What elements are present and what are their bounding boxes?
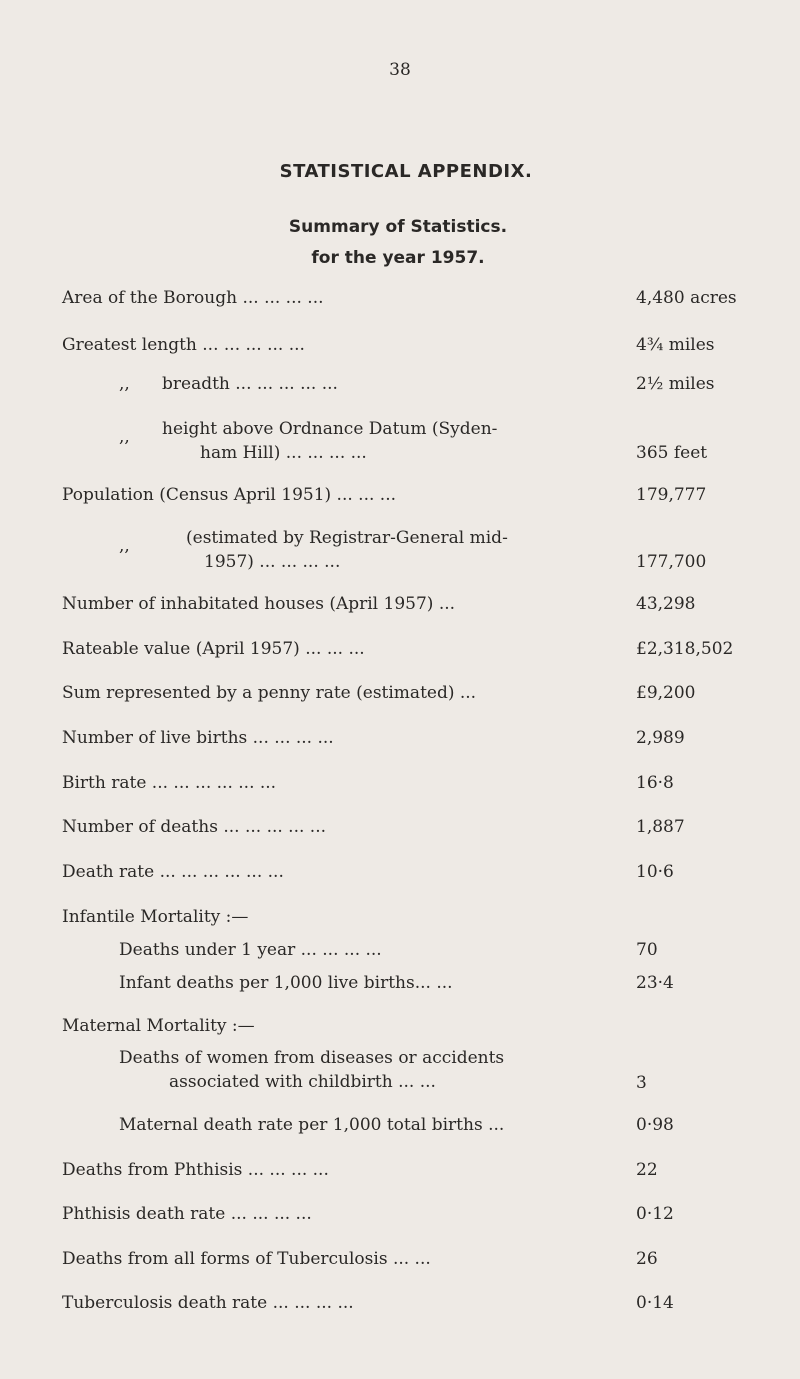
stat-value: 43,298	[636, 594, 696, 614]
stat-value: 365 feet	[636, 443, 708, 463]
stat-label: breadth ... ... ... ... ...	[162, 374, 338, 394]
stat-value: 4,480 acres	[636, 288, 737, 308]
stat-value: 16·8	[636, 773, 674, 793]
stat-value: 179,777	[636, 485, 707, 505]
stat-label: Deaths from Phthisis ... ... ... ...	[62, 1160, 329, 1180]
stat-value: 70	[636, 940, 658, 960]
stat-label: Area of the Borough ... ... ... ...	[62, 288, 324, 308]
stat-value: 0·12	[636, 1204, 674, 1224]
stat-label: Number of live births ... ... ... ...	[62, 728, 334, 748]
stat-value: £9,200	[636, 683, 696, 703]
stat-value: £2,318,502	[636, 639, 734, 659]
stat-label: Number of deaths ... ... ... ... ...	[62, 817, 327, 837]
page-subtitle-year: for the year 1957.	[311, 248, 485, 268]
section-heading: Maternal Mortality :—	[62, 1016, 255, 1036]
stat-label: Greatest length ... ... ... ... ...	[62, 335, 305, 355]
stat-value: 10·6	[636, 862, 674, 882]
stat-label: Sum represented by a penny rate (estimated) ...	[62, 683, 477, 703]
ditto-mark: ,,	[119, 427, 130, 447]
stat-label: Infant deaths per 1,000 live births... ...	[119, 973, 453, 993]
stat-row-maternal-deaths	[62, 1046, 762, 1098]
page-title: STATISTICAL APPENDIX.	[279, 161, 533, 182]
stat-value: 2,989	[636, 728, 685, 748]
stat-value: 0·14	[636, 1293, 674, 1313]
stat-value: 3	[636, 1073, 647, 1093]
stat-value: 1,887	[636, 817, 685, 837]
stat-label: Population (Census April 1951) ... ... ...	[62, 485, 396, 505]
stat-row-population-estimated	[62, 526, 762, 578]
stat-label-continued: 1957) ... ... ... ...	[204, 552, 341, 572]
stat-label: Maternal death rate per 1,000 total births ...	[119, 1115, 505, 1135]
ditto-mark: ,,	[119, 374, 130, 394]
stat-label: Death rate ... ... ... ... ... ...	[62, 862, 284, 882]
stat-value: 22	[636, 1160, 658, 1180]
stat-label: Deaths of women from diseases or accidents	[119, 1048, 505, 1068]
ditto-mark: ,,	[119, 536, 130, 556]
stat-value: 26	[636, 1249, 658, 1269]
stat-label: Deaths from all forms of Tuberculosis ... ...	[62, 1249, 431, 1269]
stat-value: 177,700	[636, 552, 707, 572]
stat-label: Deaths under 1 year ... ... ... ...	[119, 940, 382, 960]
stat-value: 23·4	[636, 973, 674, 993]
stat-label: Rateable value (April 1957) ... ... ...	[62, 639, 365, 659]
section-heading: Infantile Mortality :—	[62, 907, 249, 927]
stat-value: 0·98	[636, 1115, 674, 1135]
stat-label: Birth rate ... ... ... ... ... ...	[62, 773, 277, 793]
stat-value: 2½ miles	[636, 374, 715, 394]
page-number: 38	[389, 60, 411, 80]
stat-row-greatest-height	[62, 417, 762, 469]
stat-value: 4¾ miles	[636, 335, 715, 355]
stat-label-continued: associated with childbirth ... ...	[169, 1072, 436, 1092]
page-subtitle: Summary of Statistics.	[288, 217, 508, 237]
stat-label: height above Ordnance Datum (Syden-	[162, 419, 498, 439]
stat-label: (estimated by Registrar-General mid-	[186, 528, 508, 548]
stat-label-continued: ham Hill) ... ... ... ...	[200, 443, 367, 463]
stat-label: Number of inhabitated houses (April 1957) ...	[62, 594, 456, 614]
stat-label: Tuberculosis death rate ... ... ... ...	[62, 1293, 354, 1313]
stat-label: Phthisis death rate ... ... ... ...	[62, 1204, 312, 1224]
